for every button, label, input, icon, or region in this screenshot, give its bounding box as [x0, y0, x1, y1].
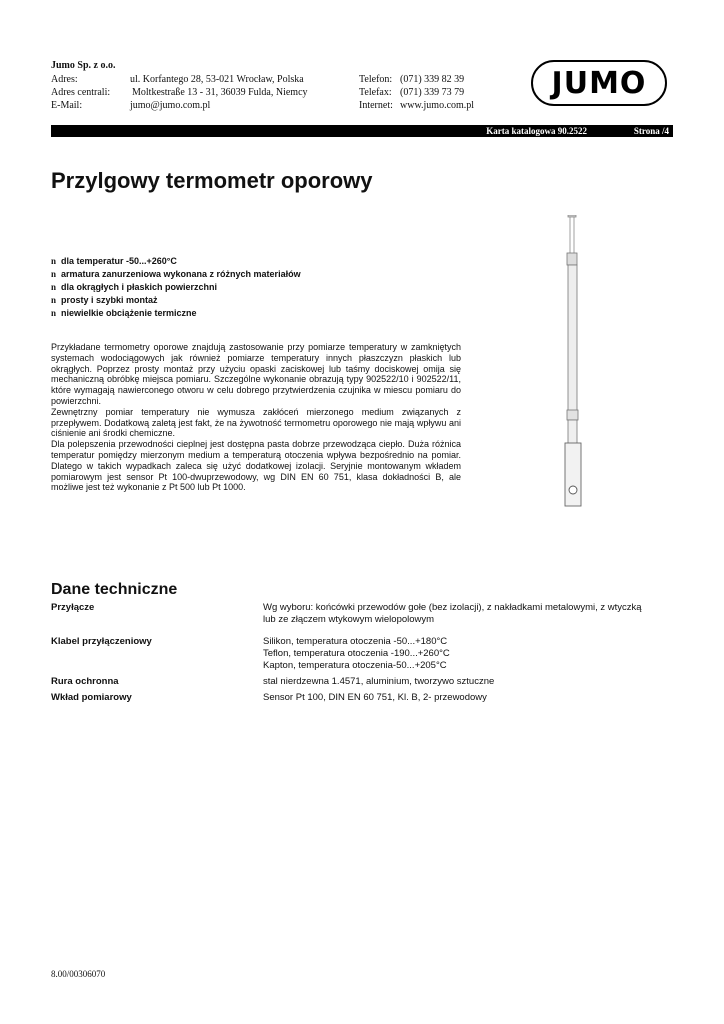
phone-label: Telefon:: [359, 74, 393, 85]
tech-line: Silikon, temperatura otoczenia -50...+180°C: [263, 636, 448, 647]
bullet-icon: n: [51, 308, 57, 318]
tech-table: [51, 602, 673, 708]
tech-row: [51, 602, 673, 636]
mounting-hole: [569, 486, 577, 494]
tech-label: Klabel przyłączeniowy: [51, 636, 152, 647]
email-label: E-Mail:: [51, 100, 83, 111]
cable-sleeve: [567, 253, 577, 265]
description-paragraph: Dla polepszenia przewodności cieplnej jest dostępna pasta dobrze przewodząca ciepło. Duża różnica temperatur pomiędzy mierzonym medium a temperaturą otoczenia wpływa bezpośrednio na pomiar. Dlatego w takich wypadkach zaleca się użyć dodatkowej izolacji. Seryjnie montowanym wkładem pomiarowym jest sensor Pt 100-dwuprzewodowy, wg DIN EN 60 751, klasa dokładności B, ale możliwe jest też wykonanie z Pt 500 lub Pt 1000.: [51, 439, 461, 493]
bullet-icon: n: [51, 295, 57, 305]
website-value[interactable]: www.jumo.com.pl: [400, 100, 475, 111]
company-name: Jumo Sp. z o.o.: [51, 60, 116, 71]
tech-label: Rura ochronna: [51, 676, 119, 687]
description-paragraph: Zewnętrzny pomiar temperatury nie wymusza zakłóceń mierzonego medium związanych z przepływem. Dodatkową zaletą jest fakt, że na żywotność termometru oporowego nie mają wpływu ani ciśnienie ani środki chemiczne.: [51, 406, 461, 439]
bullet-icon: n: [51, 269, 57, 279]
email-value[interactable]: jumo@jumo.com.pl: [130, 100, 211, 111]
tech-value: [263, 602, 673, 626]
feature-text: dla temperatur -50...+260°C: [61, 256, 177, 266]
document-code: 8.00/00306070: [51, 969, 106, 979]
tech-section-title: Dane techniczne: [51, 581, 178, 598]
tech-row: [51, 692, 673, 708]
tech-line: stal nierdzewna 1.4571, aluminium, tworzywo sztuczne: [263, 676, 495, 687]
feature-item: [51, 255, 301, 268]
feature-text: niewielkie obciążenie termiczne: [61, 308, 197, 318]
fax-value: (071) 339 73 79: [400, 87, 465, 98]
tech-row: [51, 636, 673, 676]
tech-line: Kapton, temperatura otoczenia-50...+205°C: [263, 660, 447, 671]
bullet-icon: n: [51, 282, 57, 292]
hq-address-value: Moltkestraße 13 - 31, 36039 Fulda, Niemcy: [132, 87, 308, 98]
tech-line: Teflon, temperatura otoczenia -190...+260°C: [263, 648, 450, 659]
bullet-icon: n: [51, 256, 57, 266]
wire-tip: [568, 215, 576, 217]
tech-label: Przyłącze: [51, 602, 95, 613]
description-paragraph: Przykładane termometry oporowe znajdują zastosowanie przy pomiarze temperatury w zamkniętych systemach wodociągowych jak również pomiarze temperatury innych płaszczyzn płaskich lub okrągłych. Poprzez prosty montaż przy użyciu opaski zaciskowej lub taśmy dociskowej omija się mechaniczną obróbkę miejsca pomiaru. Szczególne wykonanie obrazują typy 902522/10 i 902522/11, które wymagają nawierconego otworu w celu dobrego przytwierdzenia czujnika w miescu pomiaru do powierzchni.: [51, 342, 461, 406]
page-number: Strona /4: [633, 126, 669, 136]
protective-tube: [568, 265, 577, 415]
logo-text: JUMO: [551, 65, 647, 101]
feature-item: [51, 268, 301, 281]
tech-line: lub ze złączem wtykowym wielopolowym: [263, 614, 435, 625]
address-value: ul. Korfantego 28, 53-021 Wrocław, Polska: [130, 74, 304, 85]
feature-text: prosty i szybki montaż: [61, 295, 158, 305]
phone-value: (071) 339 82 39: [400, 74, 465, 85]
address-label: Adres:: [51, 74, 78, 85]
hq-address-label: Adres centrali:: [51, 87, 111, 98]
sheet-number: Karta katalogowa 90.2522: [486, 126, 587, 136]
jumo-logo: [531, 60, 667, 106]
tube-collar: [567, 410, 578, 420]
tube-lower: [568, 420, 577, 445]
feature-text: armatura zanurzeniowa wykonana z różnych materiałów: [61, 269, 301, 279]
feature-item: [51, 294, 301, 307]
feature-text: dla okrągłych i płaskich powierzchni: [61, 282, 218, 292]
tech-value: [263, 692, 673, 704]
tech-label: Wkład pomiarowy: [51, 692, 132, 703]
page-title: Przylgowy termometr oporowy: [51, 168, 373, 193]
probe-illustration: [540, 215, 600, 515]
feature-item: [51, 281, 301, 294]
description: [51, 342, 461, 493]
feature-list: [51, 255, 301, 320]
tech-row: [51, 676, 673, 692]
fax-label: Telefax:: [359, 87, 392, 98]
feature-item: [51, 307, 301, 320]
internet-label: Internet:: [359, 100, 393, 111]
tech-value: [263, 676, 673, 688]
tech-value: [263, 636, 673, 672]
tech-line: Wg wyboru: końcówki przewodów gołe (bez izolacji), z nakładkami metalowymi, z wtyczką: [263, 602, 642, 613]
sensor-block: [565, 443, 581, 506]
header-bar: [51, 125, 673, 137]
tech-line: Sensor Pt 100, DIN EN 60 751, Kl. B, 2- przewodowy: [263, 692, 487, 703]
